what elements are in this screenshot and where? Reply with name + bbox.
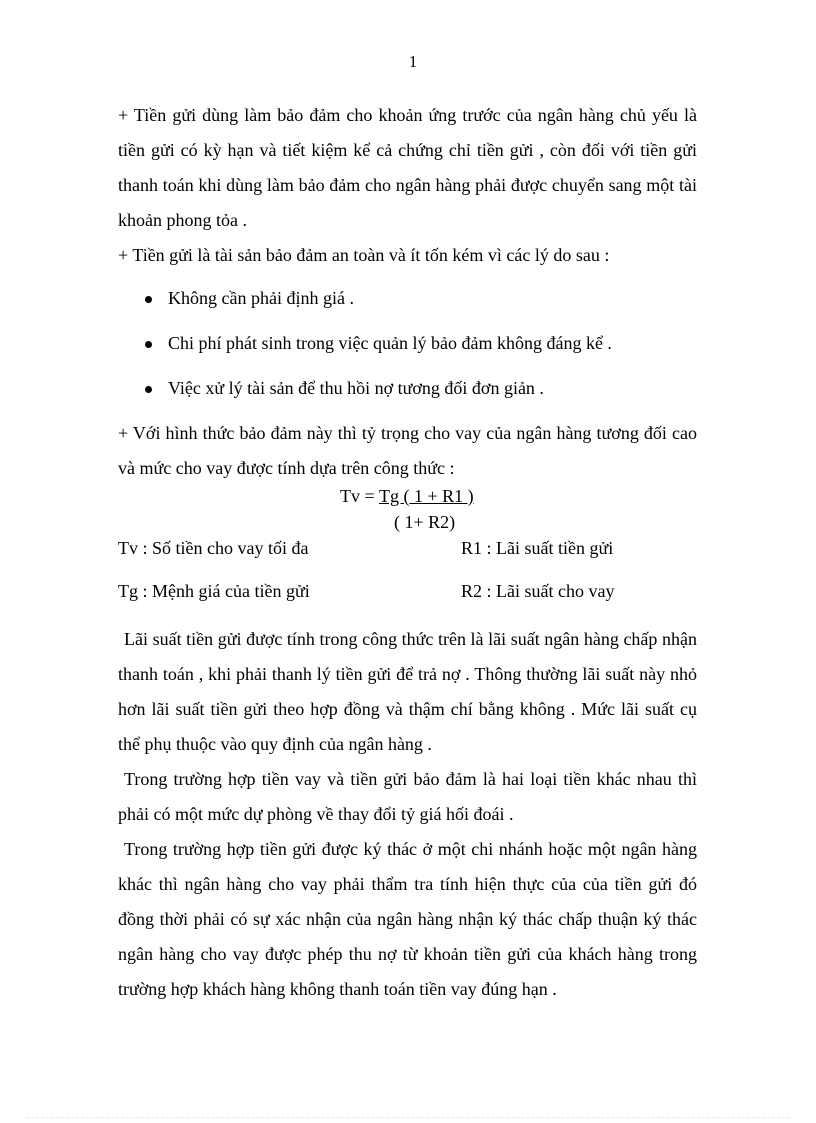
definition-tv: Tv : Số tiền cho vay tối đa [118, 538, 309, 558]
list-item [118, 281, 697, 316]
definition-r2: R2 : Lãi suất cho vay [461, 581, 615, 601]
list-item-text: Việc xử lý tài sản để thu hồi nợ tương đối đơn giản . [168, 378, 544, 398]
paragraph-loan-ratio: + Với hình thức bảo đảm này thì tỷ trọng cho vay của ngân hàng tương đối cao và mức cho vay được tính dựa trên công thức : [118, 423, 697, 478]
definition-tg: Tg : Mệnh giá của tiền gửi [118, 581, 310, 601]
list-item [118, 371, 697, 406]
loan-formula [118, 486, 697, 538]
list-item-text: Chi phí phát sinh trong việc quản lý bảo đảm không đáng kể . [168, 333, 612, 353]
paragraph-deposit-collateral: + Tiền gửi dùng làm bảo đảm cho khoản ứng trước của ngân hàng chủ yếu là tiền gửi có kỳ hạn và tiết kiệm kể cả chứng chỉ tiền gửi , còn đối với tiền gửi thanh toán khi dùng làm bảo đảm cho ngân hàng phải được chuyển sang một tài khoản phong tỏa . [118, 105, 697, 230]
page-bottom-divider [26, 1117, 790, 1118]
definition-r1: R1 : Lãi suất tiền gửi [461, 538, 614, 558]
formula-lhs: Tv = [340, 486, 375, 506]
paragraph-currency-reserve: Trong trường hợp tiền vay và tiền gửi bảo đảm là hai loại tiền khác nhau thì phải có một mức dự phòng về thay đổi tỷ giá hối đoái . [118, 769, 697, 824]
advantages-list [118, 281, 697, 406]
paragraph-interest-rate: Lãi suất tiền gửi được tính trong công thức trên là lãi suất ngân hàng chấp nhận thanh toán , khi phải thanh lý tiền gửi để trả nợ . Thông thường lãi suất này nhỏ hơn lãi suất tiền gửi theo hợp đồng và thậm chí bằng không . Mức lãi suất cụ thể phụ thuộc vào quy định của ngân hàng . [118, 629, 697, 754]
paragraph-deposit-advantages: + Tiền gửi là tài sản bảo đảm an toàn và ít tốn kém vì các lý do sau : [118, 245, 610, 265]
page-number: 1 [408, 52, 418, 71]
bullet-icon [145, 296, 152, 303]
bullet-icon [145, 386, 152, 393]
paragraph-branch-deposit: Trong trường hợp tiền gửi được ký thác ở một chi nhánh hoặc một ngân hàng khác thì ngân hàng cho vay phải thẩm tra tính hiện thực của của tiền gửi đó đồng thời phải có sự xác nhận của ngân hàng nhận ký thác chấp thuận ký thác ngân hàng cho vay được phép thu nợ từ khoản tiền gửi của khách hàng trong trường hợp khách hàng không thanh toán tiền vay đúng hạn . [118, 839, 697, 999]
formula-definitions [118, 538, 697, 622]
formula-numerator: Tg ( 1 + R1 ) [379, 486, 474, 506]
list-item [118, 326, 697, 361]
document-body [118, 98, 697, 1007]
list-item-text: Không cần phải định giá . [168, 288, 354, 308]
formula-denominator: ( 1+ R2) [394, 512, 456, 532]
bullet-icon [145, 341, 152, 348]
